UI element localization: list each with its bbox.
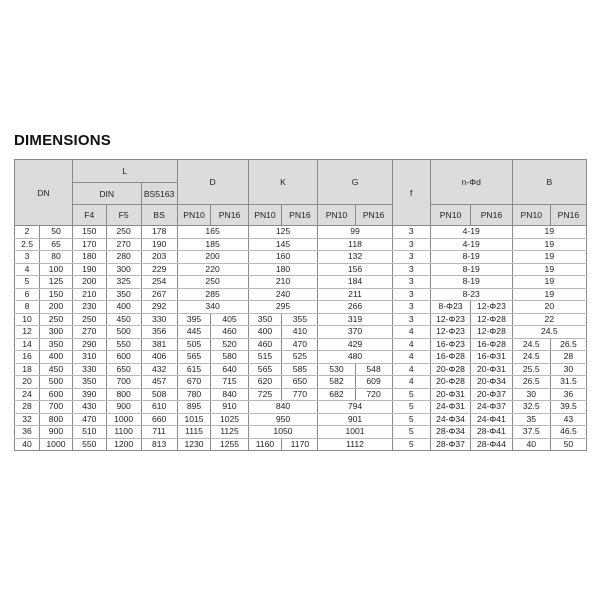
table-cell: 3 bbox=[392, 313, 430, 326]
table-row bbox=[15, 413, 587, 426]
header-row-3 bbox=[15, 205, 587, 226]
table-cell: 2 bbox=[15, 226, 40, 239]
table-cell: 400 bbox=[106, 301, 141, 314]
table-cell: 8-Φ23 bbox=[430, 301, 470, 314]
table-cell: 770 bbox=[282, 388, 318, 401]
table-cell: 1015 bbox=[177, 413, 211, 426]
table-cell: 12-Φ28 bbox=[471, 326, 512, 339]
table-cell: 270 bbox=[72, 326, 106, 339]
header-k: K bbox=[248, 160, 318, 205]
table-cell: 1050 bbox=[248, 426, 318, 439]
table-cell: 1025 bbox=[211, 413, 248, 426]
table-cell: 2.5 bbox=[15, 238, 40, 251]
table-cell: 720 bbox=[355, 388, 392, 401]
table-cell: 12 bbox=[15, 326, 40, 339]
table-row bbox=[15, 226, 587, 239]
header-g-pn16: PN16 bbox=[355, 205, 392, 226]
table-cell: 6 bbox=[15, 288, 40, 301]
table-cell: 5 bbox=[392, 388, 430, 401]
table-cell: 16 bbox=[15, 351, 40, 364]
table-cell: 3 bbox=[392, 276, 430, 289]
table-cell: 19 bbox=[512, 276, 586, 289]
table-cell: 8 bbox=[15, 301, 40, 314]
table-cell: 406 bbox=[141, 351, 177, 364]
table-cell: 28-Φ41 bbox=[471, 426, 512, 439]
table-cell: 35 bbox=[512, 413, 550, 426]
table-cell: 4 bbox=[392, 363, 430, 376]
header-b: B bbox=[512, 160, 586, 205]
header-f4: F4 bbox=[72, 205, 106, 226]
table-cell: 125 bbox=[40, 276, 73, 289]
table-cell: 20-Φ37 bbox=[471, 388, 512, 401]
table-cell: 24-Φ37 bbox=[471, 401, 512, 414]
table-cell: 600 bbox=[40, 388, 73, 401]
table-cell: 470 bbox=[72, 413, 106, 426]
table-cell: 520 bbox=[211, 338, 248, 351]
table-cell: 325 bbox=[106, 276, 141, 289]
table-cell: 585 bbox=[282, 363, 318, 376]
table-cell: 565 bbox=[248, 363, 282, 376]
table-cell: 370 bbox=[318, 326, 392, 339]
table-cell: 24.5 bbox=[512, 338, 550, 351]
table-cell: 300 bbox=[106, 263, 141, 276]
table-cell: 190 bbox=[141, 238, 177, 251]
table-cell: 210 bbox=[248, 276, 318, 289]
table-row bbox=[15, 326, 587, 339]
table-cell: 20 bbox=[15, 376, 40, 389]
table-cell: 615 bbox=[177, 363, 211, 376]
table-cell: 180 bbox=[248, 263, 318, 276]
table-cell: 16-Φ31 bbox=[471, 351, 512, 364]
table-cell: 240 bbox=[248, 288, 318, 301]
table-cell: 19 bbox=[512, 263, 586, 276]
table-cell: 28-Φ44 bbox=[471, 438, 512, 451]
table-cell: 24 bbox=[15, 388, 40, 401]
table-cell: 508 bbox=[141, 388, 177, 401]
table-cell: 10 bbox=[15, 313, 40, 326]
table-row bbox=[15, 401, 587, 414]
table-body bbox=[15, 226, 587, 451]
table-cell: 8-19 bbox=[430, 263, 512, 276]
table-cell: 660 bbox=[141, 413, 177, 426]
table-cell: 8-23 bbox=[430, 288, 512, 301]
table-cell: 28-Φ37 bbox=[430, 438, 470, 451]
table-cell: 5 bbox=[392, 438, 430, 451]
table-cell: 220 bbox=[177, 263, 248, 276]
table-cell: 18 bbox=[15, 363, 40, 376]
table-cell: 200 bbox=[40, 301, 73, 314]
table-cell: 25.5 bbox=[512, 363, 550, 376]
table-cell: 30 bbox=[550, 363, 586, 376]
table-cell: 4-19 bbox=[430, 238, 512, 251]
table-cell: 610 bbox=[141, 401, 177, 414]
table-row bbox=[15, 263, 587, 276]
table-cell: 12-Φ23 bbox=[471, 301, 512, 314]
table-cell: 900 bbox=[106, 401, 141, 414]
table-cell: 500 bbox=[40, 376, 73, 389]
table-cell: 250 bbox=[40, 313, 73, 326]
table-cell: 14 bbox=[15, 338, 40, 351]
table-cell: 24.5 bbox=[512, 326, 586, 339]
header-k-pn16: PN16 bbox=[282, 205, 318, 226]
table-cell: 794 bbox=[318, 401, 392, 414]
header-k-pn10: PN10 bbox=[248, 205, 282, 226]
table-cell: 160 bbox=[248, 251, 318, 264]
table-cell: 450 bbox=[106, 313, 141, 326]
table-cell: 725 bbox=[248, 388, 282, 401]
table-cell: 32.5 bbox=[512, 401, 550, 414]
table-cell: 319 bbox=[318, 313, 392, 326]
table-cell: 24-Φ31 bbox=[430, 401, 470, 414]
table-cell: 1115 bbox=[177, 426, 211, 439]
table-cell: 460 bbox=[211, 326, 248, 339]
table-cell: 400 bbox=[40, 351, 73, 364]
table-cell: 1125 bbox=[211, 426, 248, 439]
header-row-1 bbox=[15, 160, 587, 183]
table-cell: 4 bbox=[392, 326, 430, 339]
table-cell: 3 bbox=[392, 301, 430, 314]
table-cell: 40 bbox=[512, 438, 550, 451]
table-cell: 118 bbox=[318, 238, 392, 251]
table-cell: 36 bbox=[15, 426, 40, 439]
table-cell: 1000 bbox=[106, 413, 141, 426]
table-cell: 32 bbox=[15, 413, 40, 426]
table-cell: 280 bbox=[106, 251, 141, 264]
header-din: DIN bbox=[72, 183, 141, 205]
table-cell: 295 bbox=[248, 301, 318, 314]
table-cell: 582 bbox=[318, 376, 355, 389]
table-cell: 4 bbox=[392, 351, 430, 364]
table-cell: 19 bbox=[512, 238, 586, 251]
table-cell: 1170 bbox=[282, 438, 318, 451]
table-cell: 46.5 bbox=[550, 426, 586, 439]
table-cell: 180 bbox=[72, 251, 106, 264]
table-cell: 1230 bbox=[177, 438, 211, 451]
table-cell: 525 bbox=[282, 351, 318, 364]
table-cell: 780 bbox=[177, 388, 211, 401]
header-b-pn10: PN10 bbox=[512, 205, 550, 226]
table-cell: 600 bbox=[106, 351, 141, 364]
table-cell: 682 bbox=[318, 388, 355, 401]
table-row bbox=[15, 426, 587, 439]
table-cell: 390 bbox=[72, 388, 106, 401]
table-cell: 230 bbox=[72, 301, 106, 314]
table-cell: 80 bbox=[40, 251, 73, 264]
header-d-pn16: PN16 bbox=[211, 205, 248, 226]
table-cell: 178 bbox=[141, 226, 177, 239]
table-cell: 515 bbox=[248, 351, 282, 364]
table-cell: 700 bbox=[106, 376, 141, 389]
table-cell: 300 bbox=[40, 326, 73, 339]
table-cell: 800 bbox=[40, 413, 73, 426]
table-cell: 211 bbox=[318, 288, 392, 301]
table-cell: 50 bbox=[550, 438, 586, 451]
header-b-pn16: PN16 bbox=[550, 205, 586, 226]
table-cell: 405 bbox=[211, 313, 248, 326]
table-cell: 28-Φ34 bbox=[430, 426, 470, 439]
page-title: DIMENSIONS bbox=[14, 132, 112, 149]
table-cell: 4 bbox=[392, 376, 430, 389]
table-cell: 28 bbox=[15, 401, 40, 414]
table-cell: 210 bbox=[72, 288, 106, 301]
table-cell: 50 bbox=[40, 226, 73, 239]
table-cell: 429 bbox=[318, 338, 392, 351]
table-cell: 145 bbox=[248, 238, 318, 251]
table-cell: 292 bbox=[141, 301, 177, 314]
table-cell: 3 bbox=[392, 238, 430, 251]
table-cell: 813 bbox=[141, 438, 177, 451]
table-cell: 330 bbox=[141, 313, 177, 326]
table-cell: 19 bbox=[512, 251, 586, 264]
table-cell: 381 bbox=[141, 338, 177, 351]
table-cell: 1255 bbox=[211, 438, 248, 451]
table-cell: 31.5 bbox=[550, 376, 586, 389]
table-cell: 1001 bbox=[318, 426, 392, 439]
table-cell: 609 bbox=[355, 376, 392, 389]
table-cell: 170 bbox=[72, 238, 106, 251]
table-cell: 132 bbox=[318, 251, 392, 264]
table-row bbox=[15, 351, 587, 364]
table-cell: 20-Φ28 bbox=[430, 363, 470, 376]
table-cell: 711 bbox=[141, 426, 177, 439]
table-cell: 203 bbox=[141, 251, 177, 264]
table-cell: 355 bbox=[282, 313, 318, 326]
header-bs: BS bbox=[141, 205, 177, 226]
table-cell: 530 bbox=[318, 363, 355, 376]
table-cell: 700 bbox=[40, 401, 73, 414]
table-cell: 12-Φ23 bbox=[430, 313, 470, 326]
table-cell: 5 bbox=[392, 401, 430, 414]
table-cell: 184 bbox=[318, 276, 392, 289]
table-cell: 125 bbox=[248, 226, 318, 239]
table-cell: 99 bbox=[318, 226, 392, 239]
table-cell: 190 bbox=[72, 263, 106, 276]
table-cell: 1200 bbox=[106, 438, 141, 451]
table-cell: 267 bbox=[141, 288, 177, 301]
table-cell: 150 bbox=[40, 288, 73, 301]
table-cell: 19 bbox=[512, 288, 586, 301]
table-cell: 620 bbox=[248, 376, 282, 389]
table-row bbox=[15, 363, 587, 376]
table-cell: 4 bbox=[392, 338, 430, 351]
header-g-pn10: PN10 bbox=[318, 205, 355, 226]
table-cell: 22 bbox=[512, 313, 586, 326]
table-cell: 150 bbox=[72, 226, 106, 239]
table-cell: 4 bbox=[15, 263, 40, 276]
table-cell: 26.5 bbox=[512, 376, 550, 389]
table-cell: 1000 bbox=[40, 438, 73, 451]
table-cell: 3 bbox=[392, 263, 430, 276]
table-row bbox=[15, 438, 587, 451]
table-cell: 550 bbox=[106, 338, 141, 351]
table-cell: 510 bbox=[72, 426, 106, 439]
table-cell: 550 bbox=[72, 438, 106, 451]
table-cell: 156 bbox=[318, 263, 392, 276]
table-cell: 500 bbox=[106, 326, 141, 339]
table-cell: 4-19 bbox=[430, 226, 512, 239]
table-cell: 3 bbox=[392, 226, 430, 239]
table-cell: 3 bbox=[392, 251, 430, 264]
table-cell: 640 bbox=[211, 363, 248, 376]
table-cell: 457 bbox=[141, 376, 177, 389]
table-cell: 715 bbox=[211, 376, 248, 389]
table-cell: 430 bbox=[72, 401, 106, 414]
table-cell: 1160 bbox=[248, 438, 282, 451]
table-cell: 200 bbox=[177, 251, 248, 264]
table-cell: 250 bbox=[177, 276, 248, 289]
table-cell: 470 bbox=[282, 338, 318, 351]
table-cell: 39.5 bbox=[550, 401, 586, 414]
table-cell: 3 bbox=[392, 288, 430, 301]
table-cell: 548 bbox=[355, 363, 392, 376]
table-cell: 24-Φ34 bbox=[430, 413, 470, 426]
table-cell: 200 bbox=[72, 276, 106, 289]
table-cell: 24-Φ41 bbox=[471, 413, 512, 426]
table-cell: 16-Φ28 bbox=[430, 351, 470, 364]
table-row bbox=[15, 338, 587, 351]
table-cell: 480 bbox=[318, 351, 392, 364]
table-cell: 450 bbox=[40, 363, 73, 376]
table-cell: 65 bbox=[40, 238, 73, 251]
table-cell: 350 bbox=[106, 288, 141, 301]
header-l: L bbox=[72, 160, 177, 183]
table-cell: 254 bbox=[141, 276, 177, 289]
table-cell: 290 bbox=[72, 338, 106, 351]
table-cell: 460 bbox=[248, 338, 282, 351]
table-cell: 840 bbox=[248, 401, 318, 414]
header-f: f bbox=[392, 160, 430, 226]
table-cell: 395 bbox=[177, 313, 211, 326]
header-nfd-pn16: PN16 bbox=[471, 205, 512, 226]
table-cell: 950 bbox=[248, 413, 318, 426]
table-cell: 24.5 bbox=[512, 351, 550, 364]
header-nfd-pn10: PN10 bbox=[430, 205, 470, 226]
table-cell: 8-19 bbox=[430, 251, 512, 264]
table-cell: 36 bbox=[550, 388, 586, 401]
table-cell: 270 bbox=[106, 238, 141, 251]
table-cell: 901 bbox=[318, 413, 392, 426]
table-cell: 900 bbox=[40, 426, 73, 439]
table-cell: 840 bbox=[211, 388, 248, 401]
table-cell: 5 bbox=[392, 413, 430, 426]
table-cell: 250 bbox=[72, 313, 106, 326]
table-cell: 3 bbox=[15, 251, 40, 264]
table-cell: 580 bbox=[211, 351, 248, 364]
table-cell: 43 bbox=[550, 413, 586, 426]
table-cell: 800 bbox=[106, 388, 141, 401]
table-row bbox=[15, 238, 587, 251]
table-cell: 445 bbox=[177, 326, 211, 339]
table-cell: 350 bbox=[72, 376, 106, 389]
table-cell: 16-Φ23 bbox=[430, 338, 470, 351]
table-cell: 5 bbox=[392, 426, 430, 439]
header-g: G bbox=[318, 160, 392, 205]
table-cell: 1112 bbox=[318, 438, 392, 451]
table-cell: 350 bbox=[248, 313, 282, 326]
table-cell: 250 bbox=[106, 226, 141, 239]
table-row bbox=[15, 376, 587, 389]
table-cell: 410 bbox=[282, 326, 318, 339]
header-bs5163: BS5163 bbox=[141, 183, 177, 205]
table-cell: 16-Φ28 bbox=[471, 338, 512, 351]
table-cell: 37.5 bbox=[512, 426, 550, 439]
table-cell: 350 bbox=[40, 338, 73, 351]
table-cell: 670 bbox=[177, 376, 211, 389]
table-cell: 185 bbox=[177, 238, 248, 251]
table-cell: 12-Φ28 bbox=[471, 313, 512, 326]
table-cell: 895 bbox=[177, 401, 211, 414]
table-cell: 910 bbox=[211, 401, 248, 414]
header-d-pn10: PN10 bbox=[177, 205, 211, 226]
table-cell: 1100 bbox=[106, 426, 141, 439]
header-f5: F5 bbox=[106, 205, 141, 226]
table-cell: 30 bbox=[512, 388, 550, 401]
header-n-phi-d: n-Φd bbox=[430, 160, 512, 205]
table-cell: 20-Φ34 bbox=[471, 376, 512, 389]
table-cell: 165 bbox=[177, 226, 248, 239]
table-cell: 20-Φ31 bbox=[430, 388, 470, 401]
table-cell: 20-Φ28 bbox=[430, 376, 470, 389]
header-d: D bbox=[177, 160, 248, 205]
table-cell: 505 bbox=[177, 338, 211, 351]
dimensions-table bbox=[14, 159, 587, 451]
table-cell: 356 bbox=[141, 326, 177, 339]
table-cell: 565 bbox=[177, 351, 211, 364]
table-cell: 229 bbox=[141, 263, 177, 276]
table-row bbox=[15, 301, 587, 314]
table-row bbox=[15, 251, 587, 264]
table-cell: 26.5 bbox=[550, 338, 586, 351]
table-cell: 19 bbox=[512, 226, 586, 239]
table-cell: 12-Φ23 bbox=[430, 326, 470, 339]
table-cell: 28 bbox=[550, 351, 586, 364]
table-cell: 400 bbox=[248, 326, 282, 339]
table-row bbox=[15, 388, 587, 401]
table-row bbox=[15, 288, 587, 301]
table-cell: 20-Φ31 bbox=[471, 363, 512, 376]
table-cell: 310 bbox=[72, 351, 106, 364]
table-row bbox=[15, 276, 587, 289]
table-cell: 8-19 bbox=[430, 276, 512, 289]
table-cell: 5 bbox=[15, 276, 40, 289]
table-cell: 40 bbox=[15, 438, 40, 451]
table-cell: 100 bbox=[40, 263, 73, 276]
table-cell: 285 bbox=[177, 288, 248, 301]
table-cell: 650 bbox=[106, 363, 141, 376]
table-row bbox=[15, 313, 587, 326]
table-cell: 650 bbox=[282, 376, 318, 389]
header-dn: DN bbox=[15, 160, 73, 226]
table-cell: 340 bbox=[177, 301, 248, 314]
table-cell: 266 bbox=[318, 301, 392, 314]
table-cell: 432 bbox=[141, 363, 177, 376]
table-cell: 330 bbox=[72, 363, 106, 376]
table-cell: 20 bbox=[512, 301, 586, 314]
